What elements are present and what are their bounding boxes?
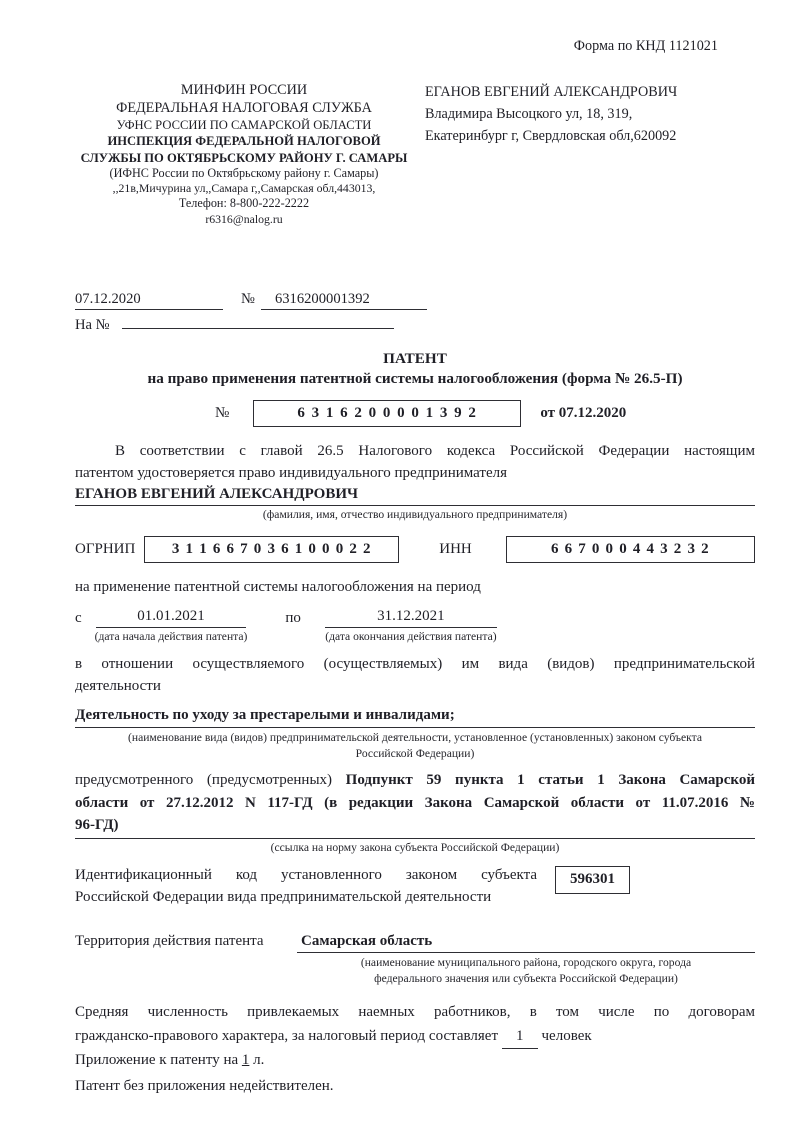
reply-to-label: На № [75, 317, 110, 334]
activity-caption-line: (наименование вида (видов) предпринимательской деятельности, установленное (установленных) законом субъекта [128, 730, 702, 744]
document-title-block [75, 349, 755, 389]
attachment-text-before: Приложение к патенту на [75, 1051, 239, 1068]
attachment-line [75, 1052, 755, 1069]
document-subtitle: на право применения патентной системы налогообложения (форма № 26.5-П) [147, 369, 683, 387]
recipient-address-line: Владимира Высоцкого ул, 18, 319, [425, 106, 633, 122]
registry-numbers-row [75, 536, 755, 563]
intro-paragraph [75, 440, 755, 485]
end-date-caption: (дата окончания действия патента) [325, 629, 497, 643]
activity-intro-line: деятельности [75, 678, 161, 695]
patent-number-row [75, 400, 755, 427]
inn-label: ИНН [439, 540, 472, 557]
ogrnip-box: 3 1 1 6 6 7 0 3 6 1 0 0 0 2 2 [144, 536, 399, 563]
territory-caption [297, 955, 755, 989]
activity-caption-line: Российской Федерации) [355, 747, 475, 761]
form-code-label: Форма по КНД 1121021 [573, 38, 718, 54]
issuer-line: СЛУЖБЫ ПО ОКТЯБРЬСКОМУ РАЙОНУ Г. САМАРЫ [80, 150, 408, 165]
document-header [75, 81, 755, 227]
activity-intro-paragraph [75, 653, 755, 698]
activity-name: Деятельность по уходу за престарелыми и инвалидами; [75, 707, 755, 728]
employees-text-before: гражданско-правового характера, за налоговый период составляет [75, 1027, 499, 1044]
territory-caption-line: федерального значения или субъекта Российской Федерации) [374, 972, 678, 986]
identification-code-label-line: Идентификационный код установленного законом субъекта [75, 866, 537, 883]
employees-count: 1 [502, 1025, 538, 1049]
attachment-pages-count: 1 [241, 1051, 250, 1068]
law-reference-part: Подпункт 59 пункта 1 статьи 1 Закона Самарской [345, 772, 755, 789]
territory-caption-line: (наименование муниципального района, городского округа, города [360, 955, 692, 969]
identification-code-label-line: Российской Федерации вида предпринимательской деятельности [75, 889, 492, 906]
territory-value: Самарская область [297, 933, 755, 953]
issuer-line: ФЕДЕРАЛЬНАЯ НАЛОГОВАЯ СЛУЖБА [116, 100, 372, 117]
employees-text-after: человек [541, 1027, 592, 1044]
activity-caption [75, 730, 755, 764]
document-title: ПАТЕНТ [383, 350, 447, 368]
reference-block [75, 291, 755, 334]
ogrnip-label: ОГРНИП [75, 540, 136, 557]
employees-line: Средняя численность привлекаемых наемных работников, в том числе по договорам [75, 1004, 755, 1021]
patent-number-box: 6 3 1 6 2 0 0 0 0 1 3 9 2 [253, 400, 521, 427]
law-prefix: предусмотренного (предусмотренных) [75, 772, 333, 789]
intro-line: В соответствии с главой 26.5 Налогового кодекса Российской Федерации настоящим [115, 442, 755, 459]
entrepreneur-name: ЕГАНОВ ЕВГЕНИЙ АЛЕКСАНДРОВИЧ [75, 486, 755, 506]
start-date-caption: (дата начала действия патента) [94, 629, 248, 643]
law-reference-paragraph [75, 769, 755, 839]
patent-issue-date: от 07.12.2020 [540, 404, 627, 421]
issuer-line: ИНСПЕКЦИЯ ФЕДЕРАЛЬНОЙ НАЛОГОВОЙ [107, 134, 381, 149]
identification-code-row [75, 864, 755, 909]
attachment-text-after: л. [253, 1051, 265, 1068]
to-label: по [285, 609, 301, 626]
identification-code-label [75, 864, 537, 909]
recipient-name: ЕГАНОВ ЕВГЕНИЙ АЛЕКСАНДРОВИЧ [425, 84, 678, 100]
law-reference-part: области от 27.12.2012 N 117-ГД (в редакции Закона Самарской области от 11.07.2016 № [75, 794, 755, 811]
patent-number-sign: № [215, 404, 230, 421]
number-sign: № [241, 291, 255, 308]
employees-paragraph [75, 1001, 755, 1049]
issuer-block [75, 81, 413, 227]
employees-line [75, 1025, 755, 1049]
issuer-email: r6316@nalog.ru [205, 211, 283, 226]
issuer-line: МИНФИН РОССИИ [180, 82, 308, 98]
inn-box: 6 6 7 0 0 0 4 4 3 2 3 2 [506, 536, 755, 563]
from-label: с [75, 609, 82, 626]
start-date-column [95, 608, 248, 643]
outgoing-date: 07.12.2020 [75, 291, 223, 310]
reply-number-blank [122, 313, 394, 329]
territory-row [75, 933, 755, 953]
recipient-address-line: Екатеринбург г, Свердловская обл,620092 [425, 128, 677, 144]
law-reference-part: 96-ГД) [75, 817, 119, 834]
activity-intro-line: в отношении осуществляемого (осуществляемых) им вида (видов) предпринимательской [75, 655, 755, 672]
issuer-line: УФНС РОССИИ ПО САМАРСКОЙ ОБЛАСТИ [116, 118, 372, 133]
validity-note: Патент без приложения недействителен. [75, 1077, 334, 1094]
recipient-block [425, 81, 745, 227]
issuer-phone: Телефон: 8-800-222-2222 [178, 196, 310, 211]
identification-code-box: 596301 [555, 866, 630, 894]
issuer-line: ,,21в,Мичурина ул,,Самара г,,Самарская обл,443013, [112, 181, 376, 196]
outgoing-number: 6316200001392 [261, 291, 427, 310]
intro-line: патентом удостоверяется право индивидуального предпринимателя [75, 465, 508, 482]
law-reference-caption: (ссылка на норму закона субъекта Российской Федерации) [270, 840, 560, 854]
end-date-column [325, 608, 497, 643]
territory-label: Территория действия патента [75, 932, 264, 949]
period-intro: на применение патентной системы налогообложения на период [75, 578, 481, 595]
end-date: 31.12.2021 [325, 608, 497, 628]
entrepreneur-name-caption: (фамилия, имя, отчество индивидуального предпринимателя) [262, 507, 568, 521]
start-date: 01.01.2021 [96, 608, 246, 628]
validity-dates-row [75, 608, 755, 643]
issuer-line: (ИФНС России по Октябрьскому району г. Самары) [109, 165, 379, 180]
